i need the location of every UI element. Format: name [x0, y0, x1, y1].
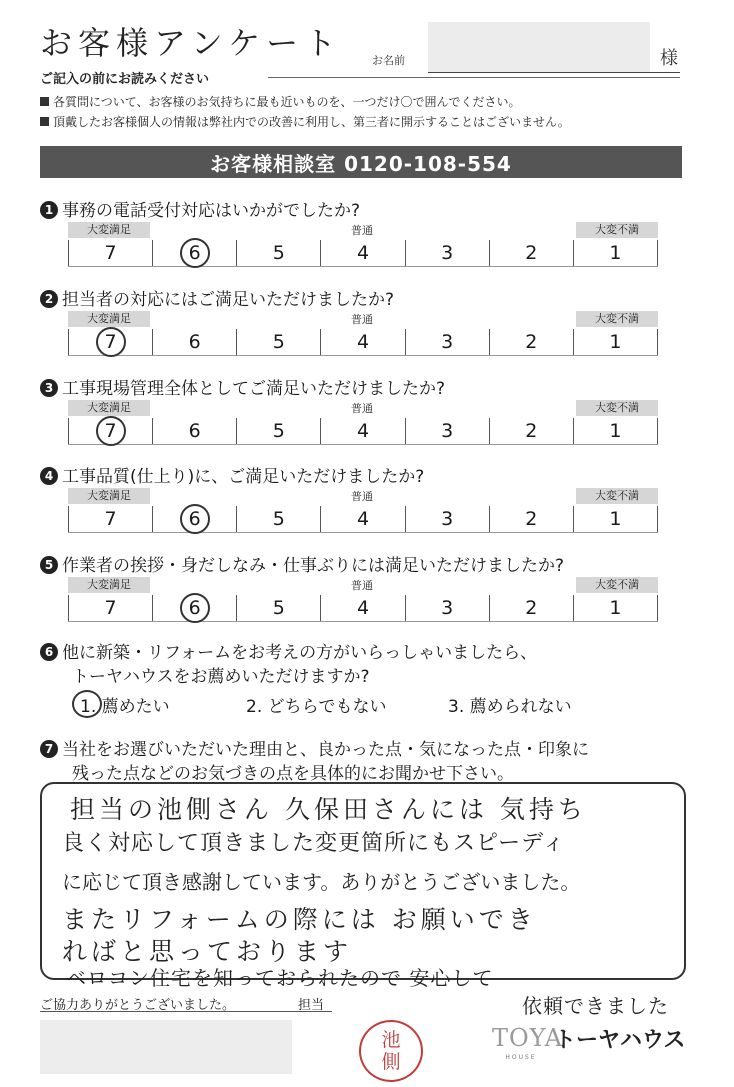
- rating-option-4[interactable]: 4: [320, 418, 404, 444]
- scale-label-worst: 大変不満: [576, 488, 658, 504]
- thanks-text: ご協力ありがとうございました。: [40, 998, 236, 1013]
- bullet-square-icon: [40, 117, 49, 126]
- logo-mark-icon: TOYA: [492, 1024, 563, 1052]
- support-banner: お客様相談室 0120-108-554: [40, 146, 682, 178]
- rating-options: [68, 240, 658, 267]
- scale-label-worst: 大変不満: [576, 222, 658, 238]
- notice-heading: ご記入の前にお読みください: [40, 72, 210, 87]
- rating-scale: [68, 488, 660, 548]
- rating-option-3[interactable]: 3: [405, 506, 489, 532]
- q6-option-3[interactable]: 3. 薦められない: [448, 697, 572, 717]
- rating-option-4[interactable]: 4: [320, 506, 404, 532]
- rating-option-4[interactable]: 4: [320, 329, 404, 355]
- question-6: 6 他に新築・リフォームをお考えの方がいらっしゃいましたら、: [40, 638, 537, 663]
- rating-option-2[interactable]: 2: [489, 240, 573, 266]
- rating-scale: [68, 577, 660, 637]
- selected-answer-circle: [180, 504, 210, 534]
- logo-sub: HOUSE: [505, 1054, 537, 1061]
- rating-option-4[interactable]: 4: [320, 595, 404, 621]
- question-number-badge: 3: [40, 379, 58, 397]
- rating-option-7[interactable]: 7: [68, 329, 152, 355]
- comment-line-7: 依頼できました: [522, 994, 669, 1018]
- question-number-badge: 2: [40, 290, 58, 308]
- rating-option-5[interactable]: 5: [236, 418, 320, 444]
- scale-label-mid: 普通: [351, 579, 373, 592]
- bullet-square-icon: [40, 97, 49, 106]
- rating-option-1[interactable]: 1: [573, 418, 658, 444]
- rating-option-6[interactable]: 6: [152, 329, 236, 355]
- notice-line-1: 各質問について、お客様のお気持ちに最も近いものを、一つだけ〇で囲んでください。: [40, 93, 521, 110]
- rating-option-2[interactable]: 2: [489, 418, 573, 444]
- rating-option-1[interactable]: 1: [573, 329, 658, 355]
- selected-answer-circle: [96, 416, 126, 446]
- rating-option-6[interactable]: 6: [152, 595, 236, 621]
- scale-label-best: 大変満足: [68, 488, 150, 504]
- rating-scale: [68, 400, 660, 460]
- question-3: 3 工事現場管理全体としてご満足いただけましたか?: [40, 374, 445, 399]
- comment-line-2: 良く対応して頂きました変更箇所にもスピーディ: [62, 831, 566, 856]
- comment-line-4: またリフォームの際には お願いでき: [62, 905, 537, 934]
- question-number-badge: 6: [40, 643, 58, 661]
- rating-option-3[interactable]: 3: [405, 240, 489, 266]
- q6-selected-circle: [72, 690, 102, 718]
- rating-scale: [68, 222, 660, 282]
- rating-option-7[interactable]: 7: [68, 240, 152, 266]
- scale-label-mid: 普通: [351, 313, 373, 326]
- rating-option-7[interactable]: 7: [68, 595, 152, 621]
- comment-line-3: に応じて頂き感謝しています。ありがとうございました。: [62, 870, 581, 894]
- rating-option-5[interactable]: 5: [236, 506, 320, 532]
- rating-option-3[interactable]: 3: [405, 329, 489, 355]
- rating-option-2[interactable]: 2: [489, 329, 573, 355]
- rating-option-2[interactable]: 2: [489, 506, 573, 532]
- address-redacted: [40, 1020, 292, 1074]
- scale-label-best: 大変満足: [68, 577, 150, 593]
- scale-label-mid: 普通: [351, 490, 373, 503]
- scale-label-best: 大変満足: [68, 222, 150, 238]
- question-number-badge: 5: [40, 556, 58, 574]
- rating-option-6[interactable]: 6: [152, 506, 236, 532]
- question-2: 2 担当者の対応にはご満足いただけましたか?: [40, 285, 394, 310]
- selected-answer-circle: [96, 327, 126, 357]
- rating-option-5[interactable]: 5: [236, 595, 320, 621]
- rating-option-1[interactable]: 1: [573, 506, 658, 532]
- question-number-badge: 7: [40, 740, 58, 758]
- company-logo: [492, 1024, 563, 1064]
- q6-option-2[interactable]: 2. どちらでもない: [246, 697, 387, 717]
- rating-option-3[interactable]: 3: [405, 595, 489, 621]
- rating-option-5[interactable]: 5: [236, 329, 320, 355]
- question-6-line-2: トーヤハウスをお薦めいただけますか?: [72, 667, 370, 687]
- rating-option-4[interactable]: 4: [320, 240, 404, 266]
- comment-line-5: ればと思っております: [62, 937, 353, 966]
- rating-option-3[interactable]: 3: [405, 418, 489, 444]
- notice-rule: [268, 77, 680, 78]
- question-5: 5 作業者の挨拶・身だしなみ・仕事ぶりには満足いただけましたか?: [40, 551, 564, 576]
- rating-option-2[interactable]: 2: [489, 595, 573, 621]
- scale-label-worst: 大変不満: [576, 311, 658, 327]
- notice-line-2: 頂戴したお客様個人の情報は弊社内での改善に利用し、第三者に開示することはございません。: [40, 113, 570, 130]
- rating-options: [68, 418, 658, 445]
- comment-line-1: 担当の池側さん 久保田さんには 気持ち: [70, 795, 587, 824]
- rating-option-1[interactable]: 1: [573, 240, 658, 266]
- scale-label-worst: 大変不満: [576, 400, 658, 416]
- rating-option-7[interactable]: 7: [68, 506, 152, 532]
- scale-label-best: 大変満足: [68, 400, 150, 416]
- company-name: トーヤハウス: [554, 1028, 686, 1053]
- survey-title: お客様アンケート: [40, 24, 343, 62]
- comment-line-6: ベロコン住宅を知っておられたので 安心して: [66, 966, 494, 990]
- name-suffix: 様: [660, 48, 678, 69]
- name-field-redacted: [428, 22, 650, 72]
- rating-scale: [68, 311, 660, 371]
- selected-answer-circle: [180, 238, 210, 268]
- question-number-badge: 1: [40, 201, 58, 219]
- question-number-badge: 4: [40, 467, 58, 485]
- question-4: 4 工事品質(仕上り)に、ご満足いただけましたか?: [40, 462, 424, 487]
- staff-seal-stamp: 池 側: [359, 1020, 423, 1082]
- question-7-line-2: 残った点などのお気づきの点を具体的にお聞かせ下さい。: [72, 764, 514, 784]
- staff-label: 担当: [298, 998, 325, 1013]
- rating-option-6[interactable]: 6: [152, 418, 236, 444]
- q6-option-1[interactable]: 1. 薦めたい: [80, 697, 170, 717]
- scale-label-mid: 普通: [351, 224, 373, 237]
- rating-option-6[interactable]: 6: [152, 240, 236, 266]
- question-7: 7 当社をお選びいただいた理由と、良かった点・気になった点・印象に: [40, 735, 589, 760]
- scale-label-best: 大変満足: [68, 311, 150, 327]
- footer-rule: [40, 1011, 332, 1012]
- name-underline: [428, 72, 680, 73]
- rating-options: [68, 506, 658, 533]
- scale-label-worst: 大変不満: [576, 577, 658, 593]
- question-1: 1 事務の電話受付対応はいかがでしたか?: [40, 196, 360, 221]
- selected-answer-circle: [180, 593, 210, 623]
- rating-option-5[interactable]: 5: [236, 240, 320, 266]
- rating-options: [68, 595, 658, 622]
- rating-option-7[interactable]: 7: [68, 418, 152, 444]
- rating-option-1[interactable]: 1: [573, 595, 658, 621]
- name-label: お名前: [372, 54, 405, 67]
- scale-label-mid: 普通: [351, 402, 373, 415]
- rating-options: [68, 329, 658, 356]
